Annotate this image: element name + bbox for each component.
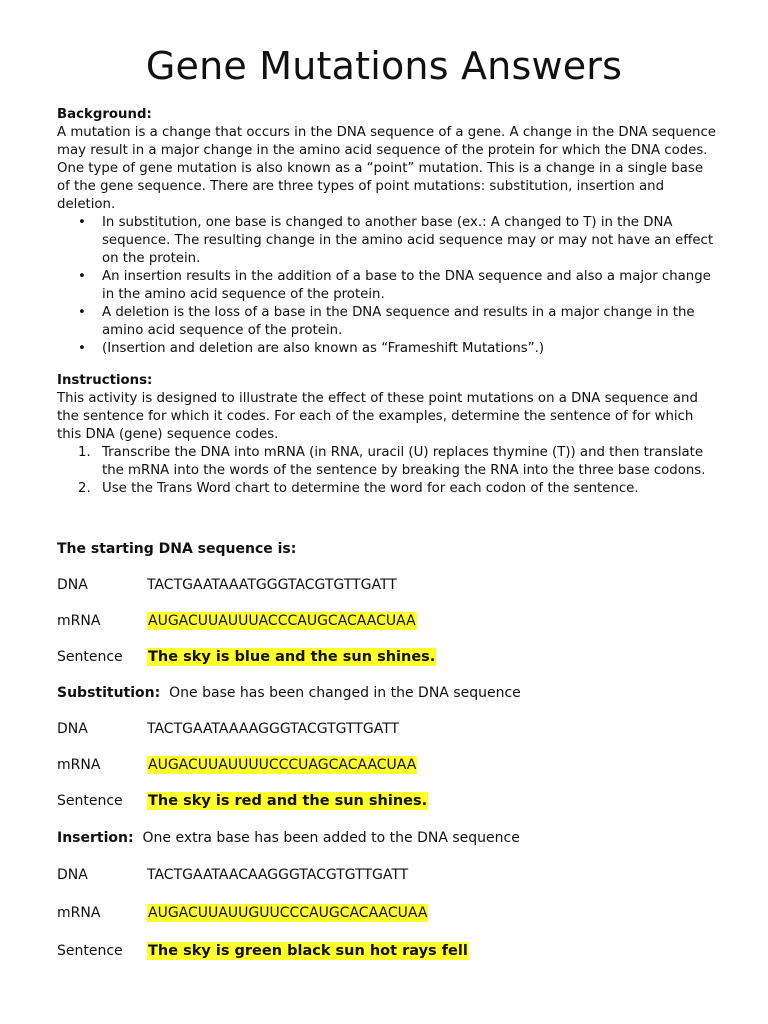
- starting-sentence-row: [57, 647, 737, 667]
- substitution-dna-sequence: TACTGAATAAAAGGGTACGTGTTGATT: [147, 721, 400, 737]
- substitution-heading-row: [57, 683, 737, 703]
- substitution-mrna-sequence: AUGACUUAUUUUCCCUAGCACAACUAA: [148, 757, 417, 773]
- background-paragraph: A mutation is a change that occurs in the DNA sequence of a gene. A change in the DNA sequence may result in a major change in the amino acid sequence of the protein for which the DNA codes. One type of gene mutation is also known as a “point” mutation. This is a change in a single base of the gene sequence. There are three types of point mutations: substitution, insertion and deletion.: [57, 125, 716, 212]
- insertion-sentence-row: [57, 941, 737, 961]
- substitution-description: One base has been changed in the DNA sequence: [169, 685, 521, 701]
- substitution-heading: Substitution:: [57, 685, 161, 701]
- substitution-sentence-row: [57, 791, 737, 811]
- mutation-types-list: [57, 214, 717, 358]
- substitution-mrna-row: [57, 755, 737, 775]
- page-title: Gene Mutations Answers: [145, 44, 623, 88]
- insertion-mrna-sequence: AUGACUUAUUGUUCCCAUGCACAACUAA: [148, 905, 428, 921]
- starting-mrna-sequence: AUGACUUAUUUACCCAUGCACAACUAA: [148, 613, 416, 629]
- instructions-steps: [57, 444, 717, 498]
- starting-heading: The starting DNA sequence is:: [57, 541, 297, 557]
- sentence-label: Sentence: [57, 649, 123, 665]
- step-text: Use the Trans Word chart to determine the word for each codon of the sentence.: [102, 481, 639, 496]
- dna-label: DNA: [57, 867, 88, 883]
- list-item: • In substitution, one base is changed to another base (ex.: A changed to T) in the DNA sequence. The resulting change in the amino acid sequence may or may not have an effect on the protein.: [102, 214, 717, 268]
- insertion-description: One extra base has been added to the DNA sequence: [142, 830, 520, 846]
- starting-dna-sequence: TACTGAATAAATGGGTACGTGTTGATT: [147, 577, 397, 593]
- list-item: • A deletion is the loss of a base in the DNA sequence and results in a major change in the amino acid sequence of the protein.: [102, 304, 717, 340]
- sentence-label: Sentence: [57, 943, 123, 959]
- dna-label: DNA: [57, 577, 88, 593]
- substitution-sentence: The sky is red and the sun shines.: [148, 793, 428, 809]
- mrna-label: mRNA: [57, 905, 101, 921]
- step-text: Transcribe the DNA into mRNA (in RNA, uracil (U) replaces thymine (T)) and then translate the mRNA into the words of the sentence by breaking the RNA into the three base codons.: [102, 445, 706, 478]
- list-item: [78, 444, 717, 480]
- mrna-label: mRNA: [57, 757, 101, 773]
- sentence-label: Sentence: [57, 793, 123, 809]
- starting-sentence: The sky is blue and the sun shines.: [148, 649, 436, 665]
- intro-content: [57, 106, 717, 498]
- background-heading: Background:: [57, 107, 152, 122]
- list-item: [78, 480, 717, 498]
- starting-dna-row: [57, 575, 737, 595]
- step-number: 2.: [78, 481, 91, 496]
- instructions-heading: Instructions:: [57, 373, 153, 388]
- insertion-dna-row: [57, 865, 737, 885]
- instructions-paragraph: This activity is designed to illustrate the effect of these point mutations on a DNA sequence and the sentence for which it codes. For each of the examples, determine the sentence of for which this DNA (gene) sequence codes.: [57, 391, 698, 442]
- list-item: • (Insertion and deletion are also known as “Frameshift Mutations”.): [102, 340, 717, 358]
- insertion-heading-row: [57, 828, 737, 848]
- substitution-dna-row: [57, 719, 737, 739]
- dna-label: DNA: [57, 721, 88, 737]
- insertion-sentence: The sky is green black sun hot rays fell: [148, 943, 468, 959]
- mrna-label: mRNA: [57, 613, 101, 629]
- insertion-heading: Insertion:: [57, 830, 134, 846]
- starting-mrna-row: [57, 611, 737, 631]
- insertion-mrna-row: [57, 903, 737, 923]
- insertion-dna-sequence: TACTGAATAACAAGGGTACGTGTTGATT: [147, 867, 409, 883]
- step-number: 1.: [78, 445, 91, 460]
- list-item: • An insertion results in the addition of a base to the DNA sequence and also a major change in the amino acid sequence of the protein.: [102, 268, 717, 304]
